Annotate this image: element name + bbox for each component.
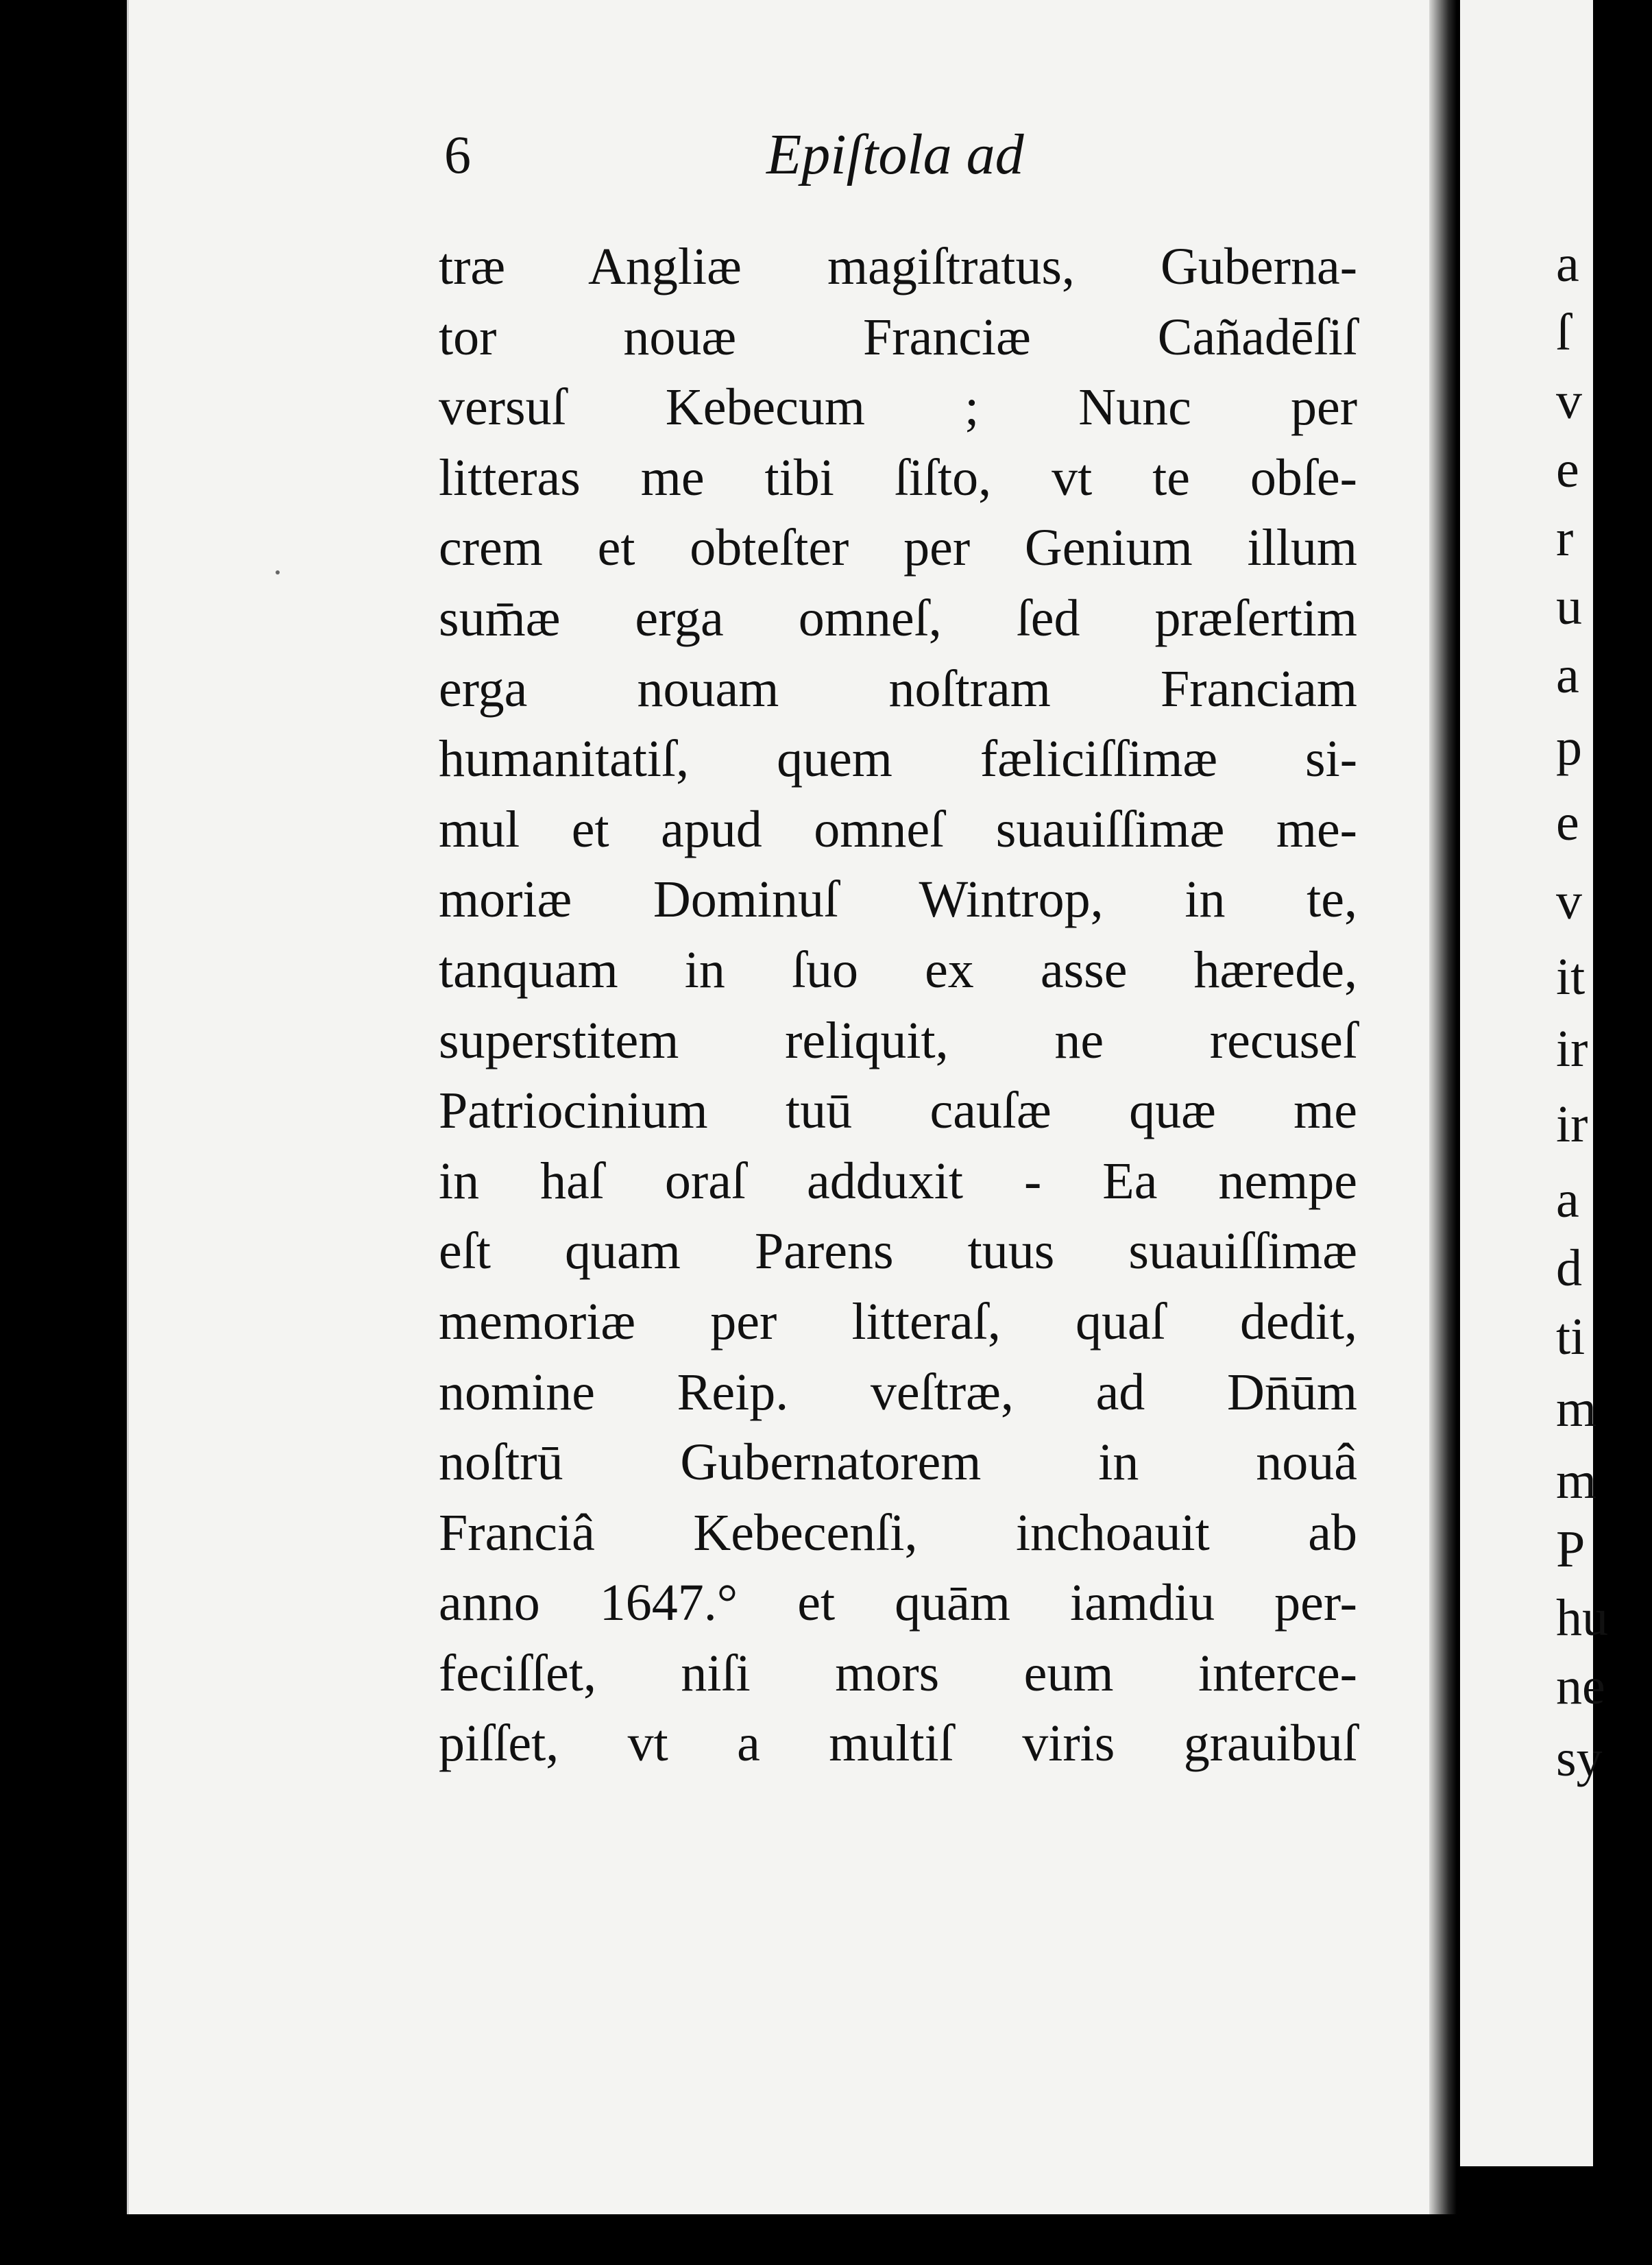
facing-fragment: a (1556, 235, 1579, 293)
text-line: in haſ oraſ adduxit - Ea nempe (439, 1152, 1357, 1210)
text-line: feciſſet, niſi mors eum interce- (439, 1644, 1357, 1702)
facing-fragment: a (1556, 646, 1579, 704)
text-line: sum̄æ erga omneſ, ſed præſertim (439, 589, 1357, 647)
facing-fragment: hu (1556, 1589, 1608, 1647)
facing-fragment: e (1556, 441, 1579, 498)
scan-border (0, 2214, 1593, 2265)
facing-fragment: m (1556, 1380, 1597, 1438)
facing-fragment: d (1556, 1239, 1582, 1297)
facing-fragment: ir (1556, 1095, 1588, 1153)
facing-fragment: P (1556, 1521, 1586, 1578)
page-number: 6 (444, 125, 471, 184)
text-line: erga nouam noſtram Franciam (439, 659, 1357, 718)
facing-fragment: it (1556, 948, 1586, 1006)
facing-fragment: ſ (1556, 304, 1571, 361)
text-line: humanitatiſ, quem fæliciſſimæ si- (439, 730, 1357, 788)
facing-fragment: ti (1556, 1308, 1586, 1366)
facing-fragment: v (1556, 372, 1582, 430)
facing-fragment: m (1556, 1452, 1597, 1510)
facing-fragment: p (1556, 718, 1582, 776)
body-text (439, 232, 1357, 1779)
text-line: træ Angliæ magiſtratus, Guberna- (439, 238, 1357, 295)
facing-page-edge (1460, 0, 1608, 2166)
scan-speck (276, 570, 280, 574)
facing-fragment: a (1556, 1171, 1579, 1228)
text-line: memoriæ per litteraſ, quaſ dedit, (439, 1292, 1357, 1350)
text-line: Patriocinium tuū cauſæ quæ me (439, 1082, 1357, 1140)
text-line: Franciâ Kebecenſi, inchoauit ab (439, 1503, 1357, 1562)
text-line: moriæ Dominuſ Wintrop, in te, (439, 871, 1357, 929)
text-line: tor nouæ Franciæ Cañadēſiſ (439, 308, 1357, 366)
facing-fragment: ir (1556, 1020, 1588, 1078)
text-line: eſt quam Parens tuus suauiſſimæ (439, 1222, 1357, 1281)
text-line: nomine Reip. veſtræ, ad Dn̄ūm (439, 1363, 1357, 1421)
text-line: mul et apud omneſ suauiſſimæ me- (439, 800, 1357, 858)
text-line: superstitem reliquit, ne recuseſ (439, 1011, 1357, 1069)
text-line: versuſ Kebecum ; Nunc per (439, 378, 1357, 437)
facing-fragment: r (1556, 509, 1574, 567)
text-line: noſtrū Gubernatorem in nouâ (439, 1433, 1357, 1492)
page-gutter-shadow (1429, 0, 1457, 2214)
facing-fragment: v (1556, 873, 1582, 930)
facing-fragment: e (1556, 794, 1579, 851)
facing-fragment: sy (1556, 1730, 1603, 1787)
running-head: Epiſtola ad (766, 123, 1024, 186)
facing-fragment: u (1556, 578, 1582, 635)
text-line: tanquam in ſuo ex asse hærede, (439, 941, 1357, 999)
text-line: litteras me tibi ſiſto, vt te obſe- (439, 448, 1357, 507)
page-header (444, 121, 1363, 196)
facing-fragment: ne (1556, 1658, 1605, 1715)
text-line: anno 1647.° et quām iamdiu per- (439, 1574, 1357, 1632)
text-line: crem et obteſter per Genium illum (439, 519, 1357, 577)
text-line: piſſet, vt a multiſ viris grauibuſ (439, 1715, 1357, 1773)
